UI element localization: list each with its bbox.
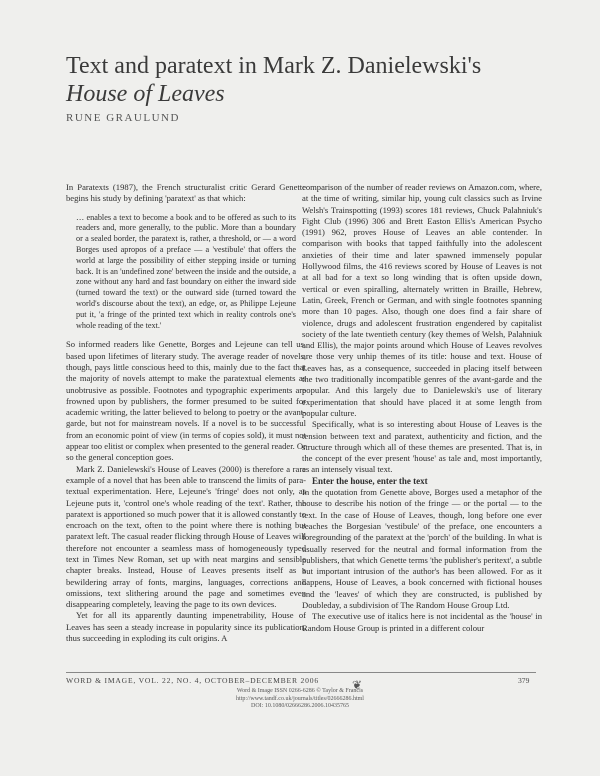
page-number: 379 [518, 676, 530, 685]
paragraph: Specifically, what is so interesting about House of Leaves is the tension between text and paratext, authenticity and fiction, and the structure through which all of these themes are presented. That is, in the concept of the ever present 'house' as tale and, most importantly, as an intensely visual text. [302, 419, 542, 475]
doi-line: DOI: 10.1080/02666286.2006.10435765 [251, 703, 349, 709]
section-heading: Enter the house, enter the text [312, 475, 428, 486]
paragraph: The executive use of italics here is not incidental as the 'house' in Random House Group is printed in a different colour [302, 611, 542, 633]
article-title [66, 52, 536, 108]
author-name: RUNE GRAULUND [66, 112, 180, 124]
journal-url: http://www.tandf.co.uk/journals/titles/02666286.html [236, 695, 364, 702]
block-quote: … enables a text to become a book and to be offered as such to its readers and, more generally, to the public. More than a boundary or a sealed border, the paratext is, rather, a threshold, or — a word Borges used apropos of a preface — a 'vestibule' that offers the world at large the possibility of either stepping inside or turning back. It is an 'undefined zone' between the inside and the outside, a zone without any hard and fast boundary on either the inward side (turned toward the text) or the outward side (turned toward the world's discourse about the text), an edge, or, as Philippe Lejeune put it, 'a fringe of the printed text which in reality controls one's whole reading of the text.' [76, 212, 296, 330]
footer-rule [66, 672, 536, 673]
title-italic: House of Leaves [66, 81, 225, 107]
right-column [302, 182, 542, 634]
paragraph: Yet for all its apparently daunting impenetrability, House of Leaves has seen a steady increase in popularity since its publication, thus succeeding in exploding its cult origins. A [66, 610, 306, 644]
paragraph: Mark Z. Danielewski's House of Leaves (2000) is therefore a rare example of a novel that has been able to transcend the limits of para-textual experimentation. Here, Lejeune's 'fringe' does not only, as Lejeune puts it, 'control one's whole reading of the text'. Rather, the paratext is apportioned so much power that it is allowed constantly to encroach on the text, often to the point where there is nothing but paratext left. The casual reader flicking through House of Leaves will therefore not encounter a seamless mass of homogeneously typed text in Times New Roman, set up with neat margins and sensible chapter breaks. Instead, House of Leaves presents itself as a bewildering array of fonts, margins, languages, corrections and omissions, text slithering around the page and sometimes even disappearing completely, leaving the page to its own devices. [66, 463, 306, 610]
journal-citation: WORD & IMAGE, VOL. 22, NO. 4, OCTOBER–DECEMBER 2006 [66, 676, 319, 685]
publisher-logo-icon: ❦ [352, 678, 363, 692]
issn-line: Word & Image ISSN 0266-6286 © Taylor & Francis [236, 688, 364, 694]
paragraph: So informed readers like Genette, Borges and Lejeune can tell us, based upon lifetimes of literary study. The average reader of novels, though, pays little conscious heed to this, mainly due to the fact that the majority of novels attempt to make the paratextual elements as unobtrusive as possible. Footnotes and typographic experiments are frowned upon by publishers, the former presumed to be suited for academic writing, the latter believed to belong to poetry or the avant-garde, but not for mainstream novels. If a novel is to be successful from an economic point of view (in terms of copies sold), it must not appear too elitist or complex when presented to the general reader. Or so the general conception goes. [66, 339, 306, 463]
paragraph: In Paratexts (1987), the French structuralist critic Gerard Genette begins his study by defining 'paratext' as that which: [66, 182, 306, 204]
copyright-block [200, 688, 400, 711]
title-main: Text and paratext in Mark Z. Danielewski's [66, 53, 482, 79]
paragraph: comparison of the number of reader reviews on Amazon.com, where, at the time of writing, similar hip, young cult classics such as Irvine Welsh's Trainspotting (1993) scores 181 reviews, Chuck Palahniuk's Fight Club (1996) 306 and Brett Easton Ellis's American Psycho (1991) 962, proves House of Leaves an able contender. In comparison with books that tapped faithfully into the adolescent anxieties of their time and later spawned immensely popular Hollywood films, the 416 reviews scored by House of Leaves is not at all bad for a text so long winding that is often upside down, vertical or even spiralling, alternately written in Braille, Hebrew, Latin, Greek, French or German, and with single footnotes spanning more than 10 pages. Also, though one does find a fair share of violence, drugs and adolescent frustration engendered by capitalist society of the late twentieth century (key themes of Welsh, Palahniuk and Ellis), the major points around which House of Leaves revolves are those very unhip themes of its title: house and text. House of Leaves has, as a consequence, succeeded in placing itself between the two traditionally incompatible genres of the avant-garde and the popular. And this largely due to Danielewski's use of literary experimentation that should have placed it at some length from popular culture. [302, 182, 542, 418]
paragraph: In the quotation from Genette above, Borges used a metaphor of the house to describe his notion of the fringe — or the portal — to the text. In the case of House of Leaves, though, long before one ever reaches the Borgesian 'vestibule' of the preface, one encounters a foregrounding of the paratext at the 'porch' of the building. In what is usually reserved for the neutral and formal information from the publishers, that which Genette terms 'the publisher's peritext', a subtle but important intrusion of the author's has been allowed. For as it happens, House of Leaves, a book concerned with fictional houses and the 'leaves' of which they are constructed, is published by Doubleday, a subdivision of The Random House Group Ltd. [302, 487, 542, 610]
left-column [66, 182, 306, 644]
